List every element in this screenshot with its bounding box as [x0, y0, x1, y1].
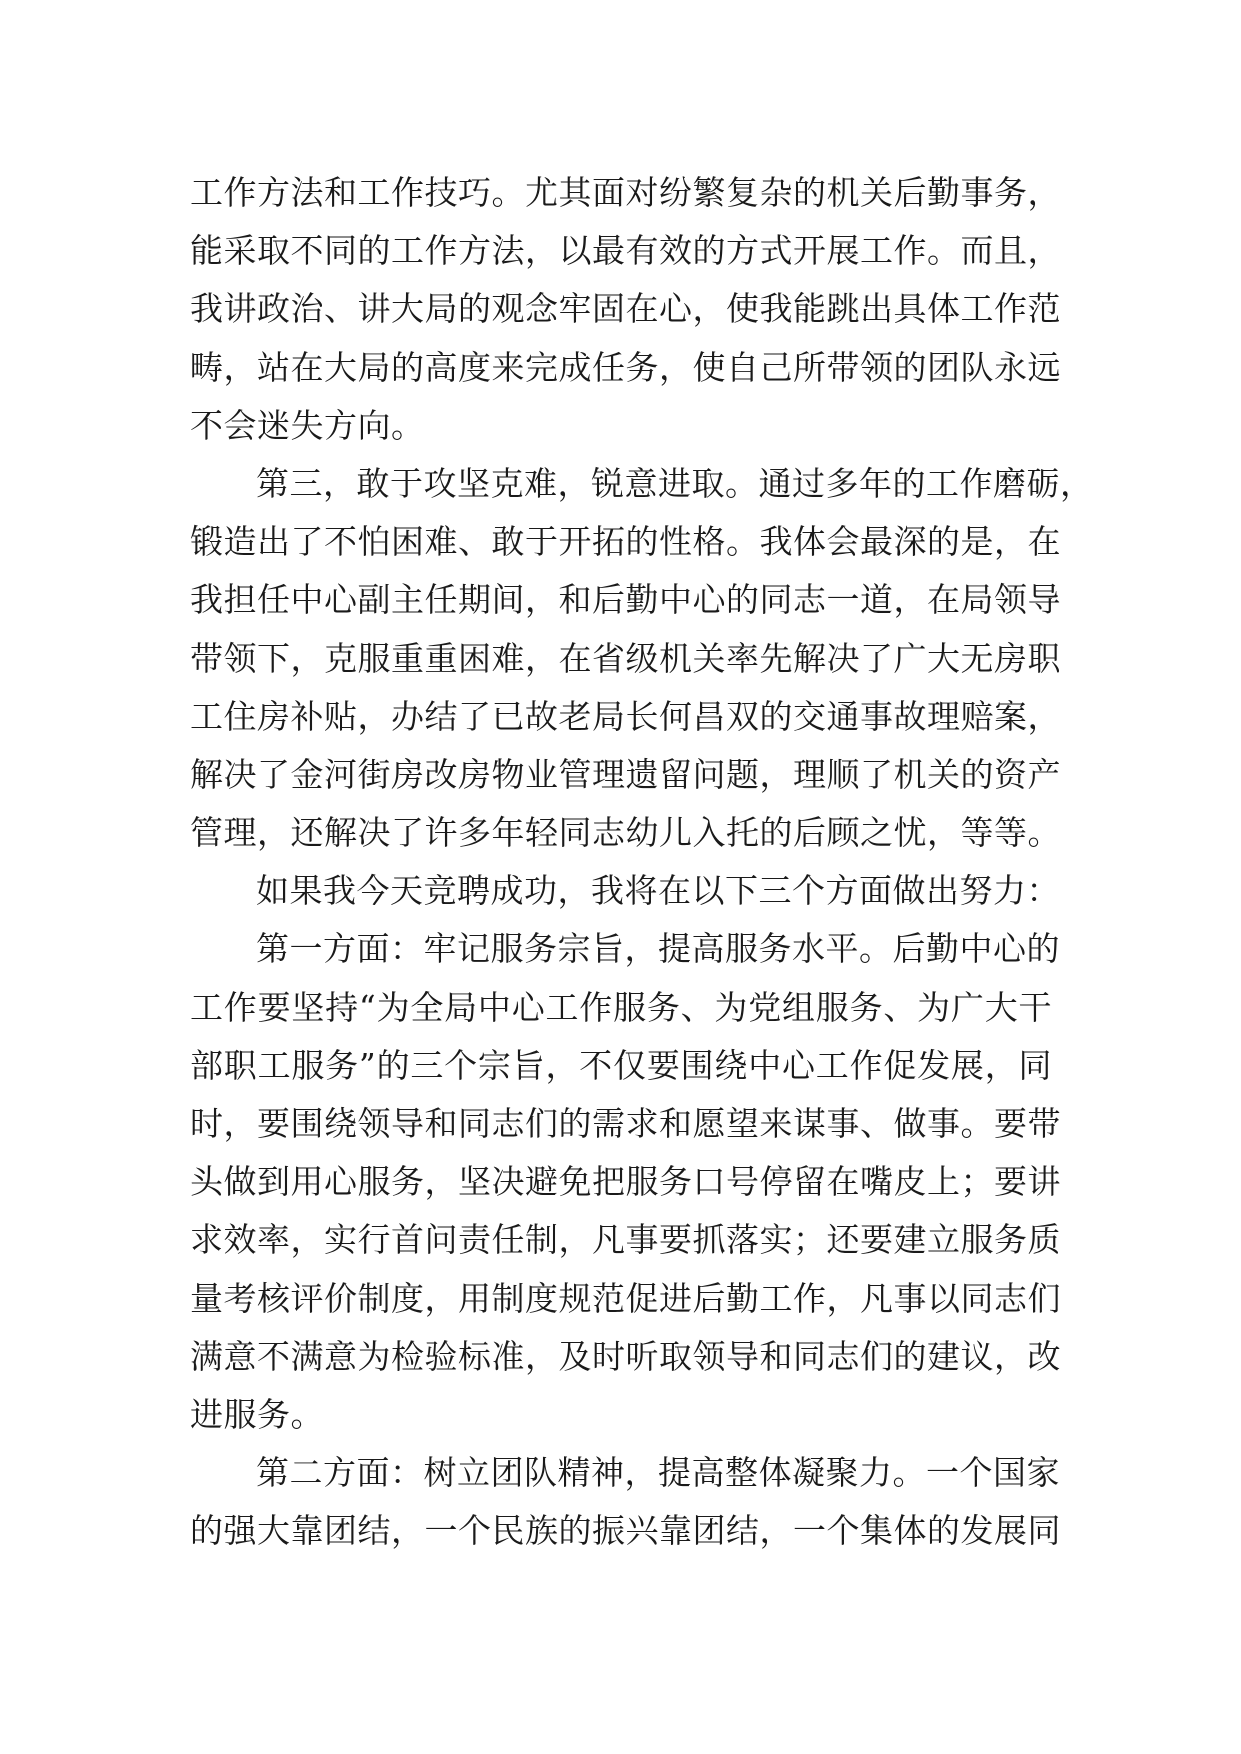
text-line: 部职工服务”的三个宗旨，不仅要围绕中心工作促发展，同	[190, 1045, 1052, 1085]
text-line: 工作要坚持“为全局中心工作服务、为党组服务、为广大干	[190, 987, 1052, 1027]
text-line: 量考核评价制度，用制度规范促进后勤工作，凡事以同志们	[190, 1278, 1061, 1318]
text-line: 我讲政治、讲大局的观念牢固在心，使我能跳出具体工作范	[190, 289, 1061, 329]
text-line: 锻造出了不怕困难、敢于开拓的性格。我体会最深的是，在	[190, 522, 1061, 562]
text-line: 畴，站在大局的高度来完成任务，使自己所带领的团队永远	[190, 347, 1061, 387]
text-line: 满意不满意为检验标准，及时听取领导和同志们的建议，改	[190, 1336, 1061, 1376]
text-line: 我担任中心副主任期间，和后勤中心的同志一道，在局领导	[190, 580, 1061, 620]
text-line: 解决了金河街房改房物业管理遗留问题，理顺了机关的资产	[190, 754, 1061, 794]
text-line: 带领下，克服重重困难，在省级机关率先解决了广大无房职	[190, 638, 1061, 678]
text-line: 进服务。	[190, 1394, 324, 1434]
document-body	[190, 164, 1094, 1561]
text-line: 如果我今天竞聘成功，我将在以下三个方面做出努力：	[256, 871, 1060, 911]
text-line: 第一方面：牢记服务宗旨，提高服务水平。后勤中心的	[256, 929, 1060, 969]
text-line: 第二方面：树立团队精神，提高整体凝聚力。一个国家	[256, 1453, 1060, 1493]
text-line: 不会迷失方向。	[190, 405, 425, 445]
text-line: 工作方法和工作技巧。尤其面对纷繁复杂的机关后勤事务，	[190, 173, 1061, 212]
text-line: 能采取不同的工作方法，以最有效的方式开展工作。而且，	[190, 231, 1061, 271]
text-line: 的强大靠团结，一个民族的振兴靠团结，一个集体的发展同	[190, 1511, 1061, 1551]
text-line: 求效率，实行首问责任制，凡事要抓落实；还要建立服务质	[190, 1220, 1061, 1260]
text-line: 头做到用心服务，坚决避免把服务口号停留在嘴皮上；要讲	[190, 1162, 1061, 1202]
text-line: 时，要围绕领导和同志们的需求和愿望来谋事、做事。要带	[190, 1104, 1061, 1143]
text-line: 工住房补贴，办结了已故老局长何昌双的交通事故理赔案，	[190, 696, 1061, 736]
text-line: 管理，还解决了许多年轻同志幼儿入托的后顾之忧，等等。	[190, 813, 1061, 853]
text-line: 第三，敢于攻坚克难，锐意进取。通过多年的工作磨砺，	[256, 463, 1094, 503]
